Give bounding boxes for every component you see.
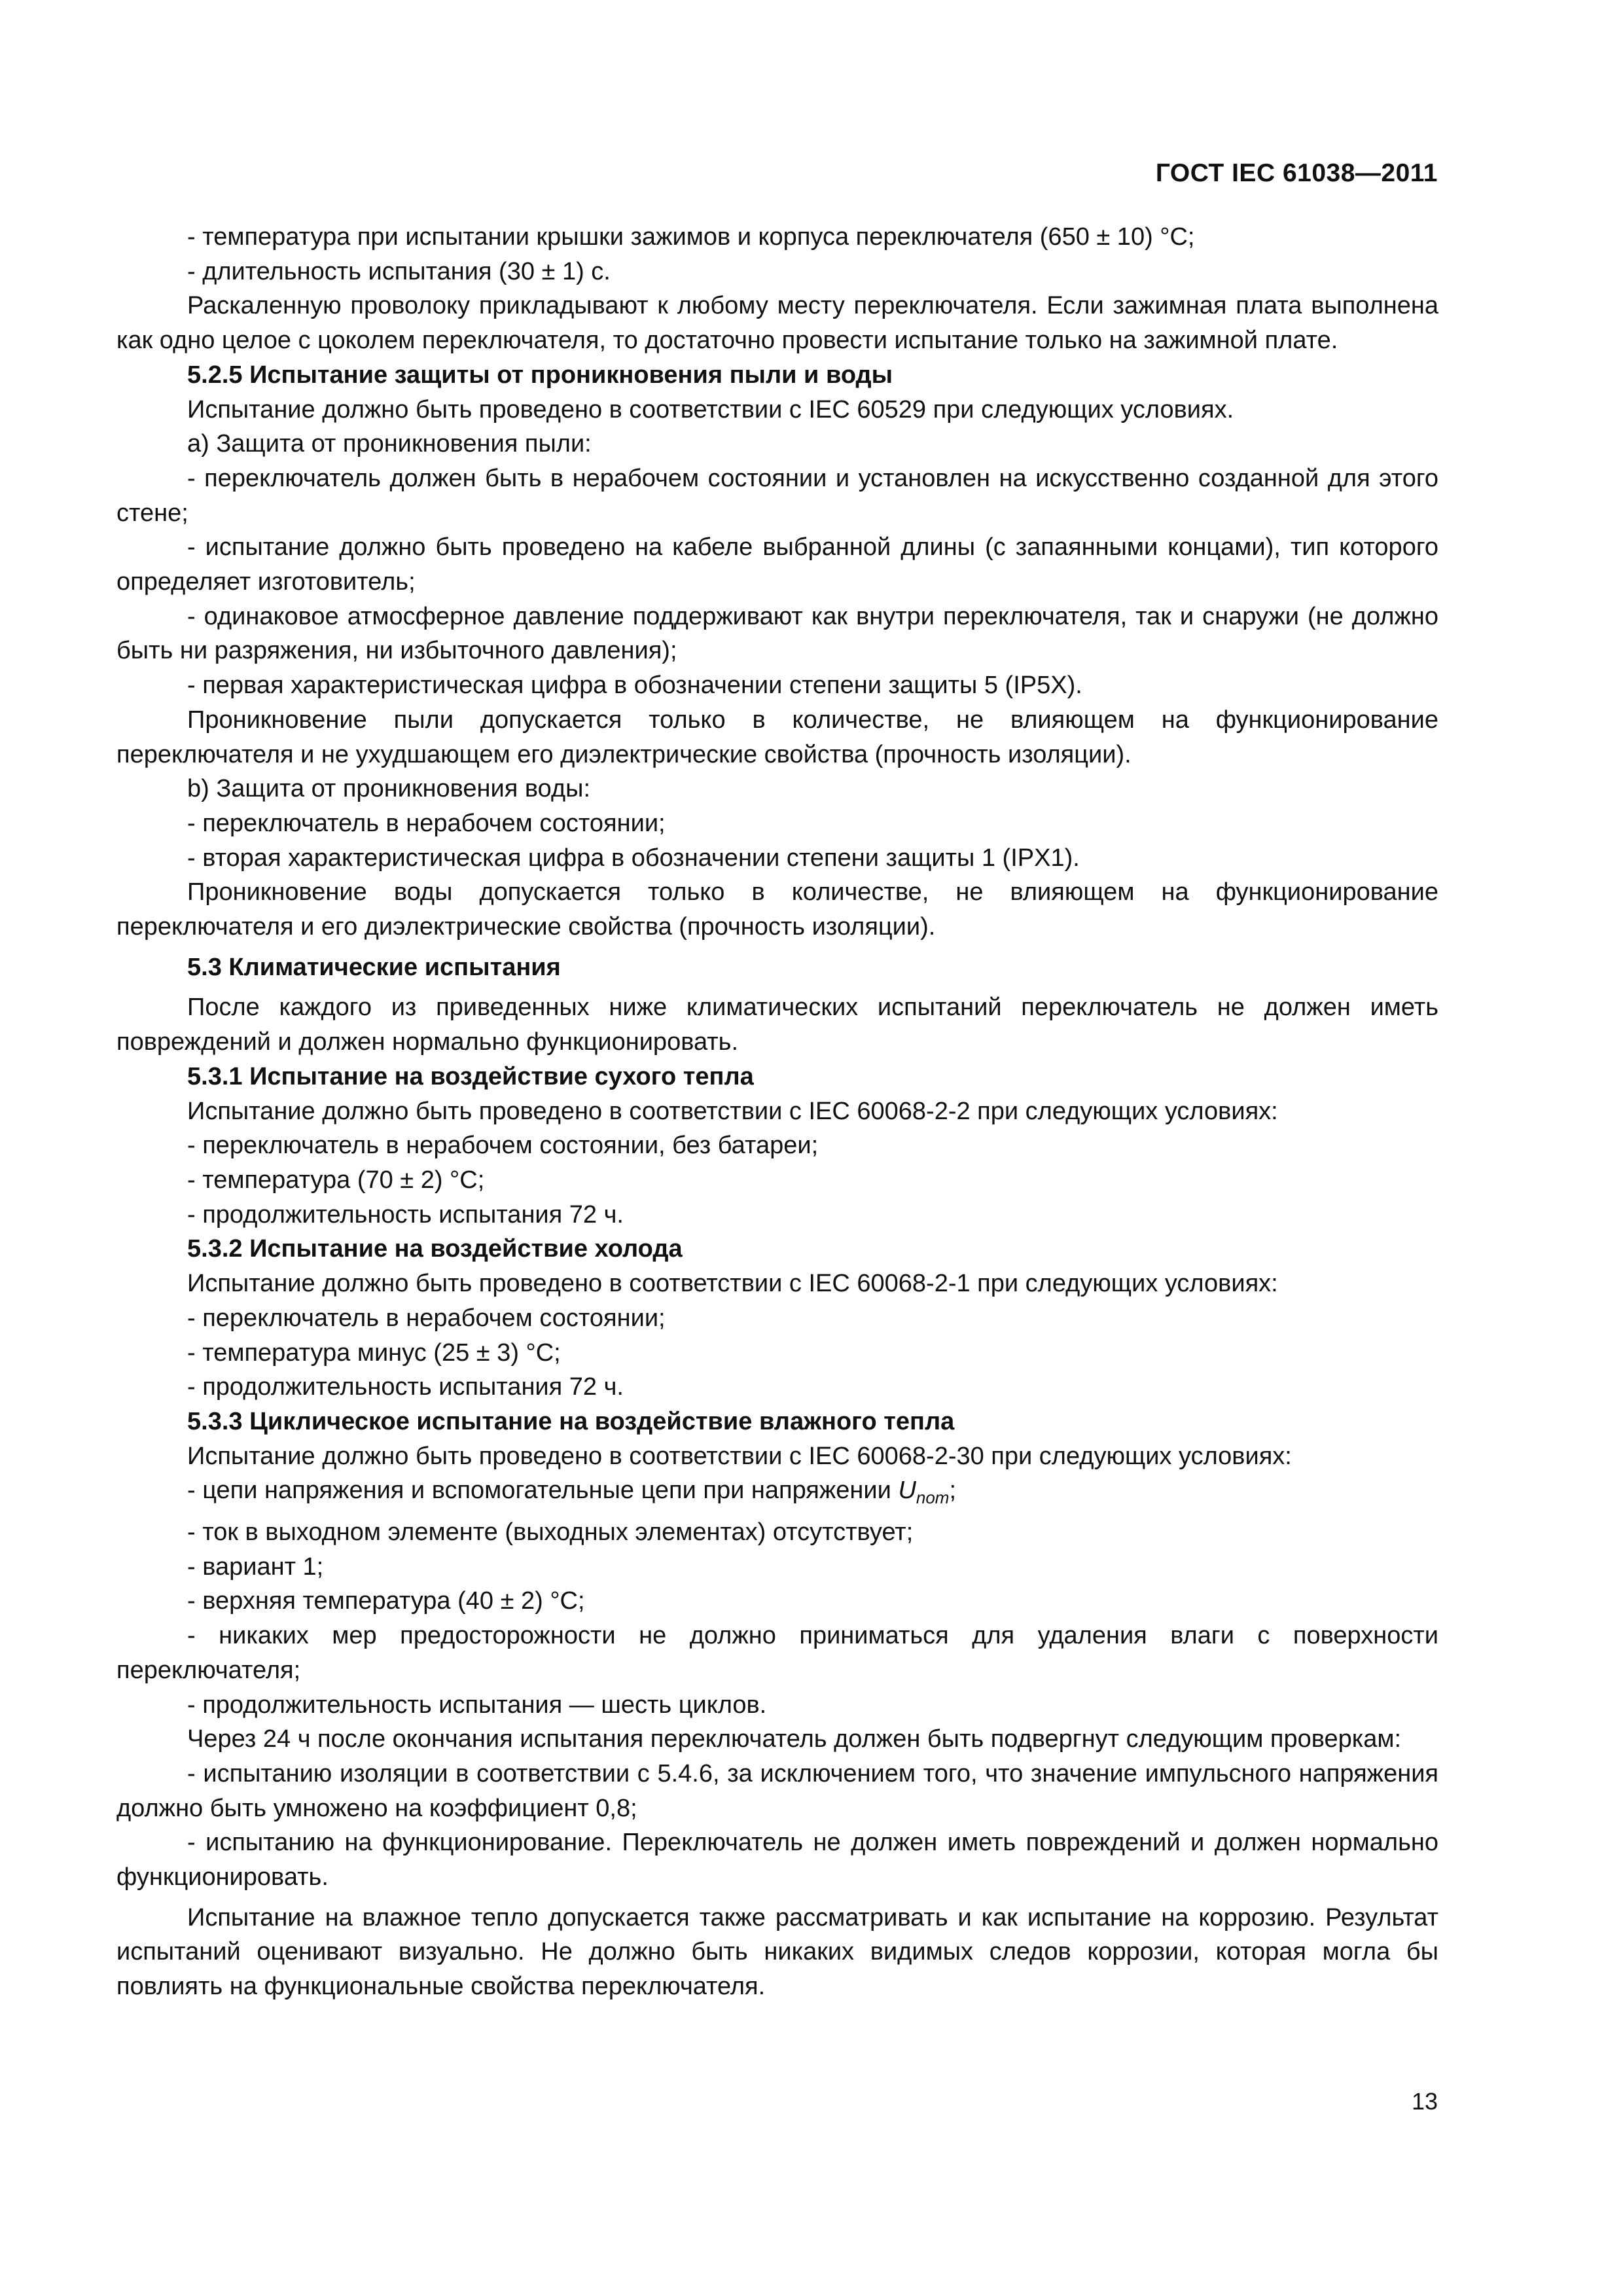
- paragraph: Испытание должно быть проведено в соответствии с IEC 60068-2-30 при следующих условиях:: [187, 1442, 1292, 1470]
- section-heading: 5.3.2 Испытание на воздействие холода: [187, 1235, 683, 1263]
- paragraph: - продолжительность испытания 72 ч.: [187, 1373, 624, 1401]
- paragraph: [116, 1473, 1438, 1515]
- paragraph: - ток в выходном элементе (выходных элементах) отсутствует;: [187, 1518, 914, 1547]
- paragraph: - температура при испытании крышки зажимов и корпуса переключателя (650 ± 10) °C;: [187, 223, 1195, 251]
- paragraph: Испытание должно быть проведено в соответствии с IEC 60529 при следующих условиях.: [187, 395, 1234, 423]
- voltage-symbol: U: [898, 1477, 916, 1505]
- paragraph: - испытание должно быть проведено на кабеле выбранной длины (с запаянными концами), тип которого определяет изготовитель;: [116, 533, 1438, 596]
- paragraph: - переключатель в нерабочем состоянии;: [187, 1304, 666, 1332]
- paragraph: - температура (70 ± 2) °C;: [187, 1166, 485, 1194]
- document-header: ГОСТ IEC 61038—2011: [1155, 159, 1438, 187]
- paragraph: Через 24 ч после окончания испытания переключатель должен быть подвергнут следующим проверкам:: [187, 1725, 1402, 1753]
- paragraph: a) Защита от проникновения пыли:: [187, 430, 592, 458]
- paragraph-text: - цепи напряжения и вспомогательные цепи при напряжении: [187, 1477, 899, 1505]
- paragraph: Испытание должно быть проведено в соответствии с IEC 60068-2-2 при следующих условиях:: [187, 1097, 1278, 1125]
- paragraph: Испытание должно быть проведено в соответствии с IEC 60068-2-1 при следующих условиях:: [187, 1270, 1278, 1298]
- punctuation: ;: [949, 1477, 957, 1505]
- section-heading: 5.3.1 Испытание на воздействие сухого тепла: [187, 1062, 754, 1090]
- paragraph: b) Защита от проникновения воды:: [187, 775, 590, 803]
- document-body: [116, 220, 1438, 2004]
- paragraph: - переключатель в нерабочем состоянии, без батареи;: [187, 1132, 819, 1160]
- paragraph: Проникновение воды допускается только в количестве, не влияющем на функционирование переключателя и его диэлектрические свойства (прочность изоляции).: [116, 878, 1438, 941]
- paragraph: Проникновение пыли допускается только в количестве, не влияющем на функционирование переключателя и не ухудшающем его диэлектрические свойства (прочность изоляции).: [116, 706, 1438, 768]
- paragraph: - длительность испытания (30 ± 1) с.: [187, 257, 611, 285]
- paragraph: - продолжительность испытания — шесть циклов.: [187, 1691, 767, 1719]
- paragraph: Испытание на влажное тепло допускается также рассматривать и как испытание на коррозию. Результат испытаний оценивают визуально. Не должно быть никаких видимых следов коррозии, которая могла бы повлиять на функциональные свойства переключателя.: [116, 1903, 1438, 2001]
- paragraph: - продолжительность испытания 72 ч.: [187, 1200, 624, 1229]
- paragraph: - верхняя температура (40 ± 2) °C;: [187, 1587, 585, 1615]
- paragraph: - вариант 1;: [187, 1552, 324, 1581]
- section-heading: 5.3 Климатические испытания: [187, 953, 561, 981]
- paragraph: - испытанию изоляции в соответствии с 5.4.6, за исключением того, что значение импульсного напряжения должно быть умножено на коэффициент 0,8;: [116, 1759, 1438, 1822]
- section-heading: 5.2.5 Испытание защиты от проникновения пыли и воды: [187, 361, 893, 389]
- paragraph: - переключатель в нерабочем состоянии;: [187, 809, 666, 837]
- paragraph: - температура минус (25 ± 3) °C;: [187, 1338, 561, 1367]
- paragraph: - вторая характеристическая цифра в обозначении степени защиты 1 (IPX1).: [187, 844, 1080, 872]
- section-heading: 5.3.3 Циклическое испытание на воздействие влажного тепла: [187, 1407, 955, 1435]
- paragraph: - никаких мер предосторожности не должно приниматься для удаления влаги с поверхности переключателя;: [116, 1622, 1438, 1684]
- page-number: 13: [1411, 2088, 1438, 2115]
- paragraph: - первая характеристическая цифра в обозначении степени защиты 5 (IP5X).: [187, 672, 1082, 700]
- paragraph: - одинаковое атмосферное давление поддерживают как внутри переключателя, так и снаружи (не должно быть ни разряжения, ни избыточного давления);: [116, 602, 1438, 665]
- paragraph: - переключатель должен быть в нерабочем состоянии и установлен на искусственно созданной для этого стене;: [116, 464, 1438, 527]
- paragraph: Раскаленную проволоку прикладывают к любому месту переключателя. Если зажимная плата выполнена как одно целое с цоколем переключателя, то достаточно провести испытание только на зажимной плате.: [116, 292, 1438, 355]
- voltage-subscript: nom: [916, 1488, 950, 1508]
- paragraph: После каждого из приведенных ниже климатических испытаний переключатель не должен иметь повреждений и должен нормально функционировать.: [116, 994, 1438, 1056]
- paragraph: - испытанию на функционирование. Переключатель не должен иметь повреждений и должен нормально функционировать.: [116, 1829, 1438, 1892]
